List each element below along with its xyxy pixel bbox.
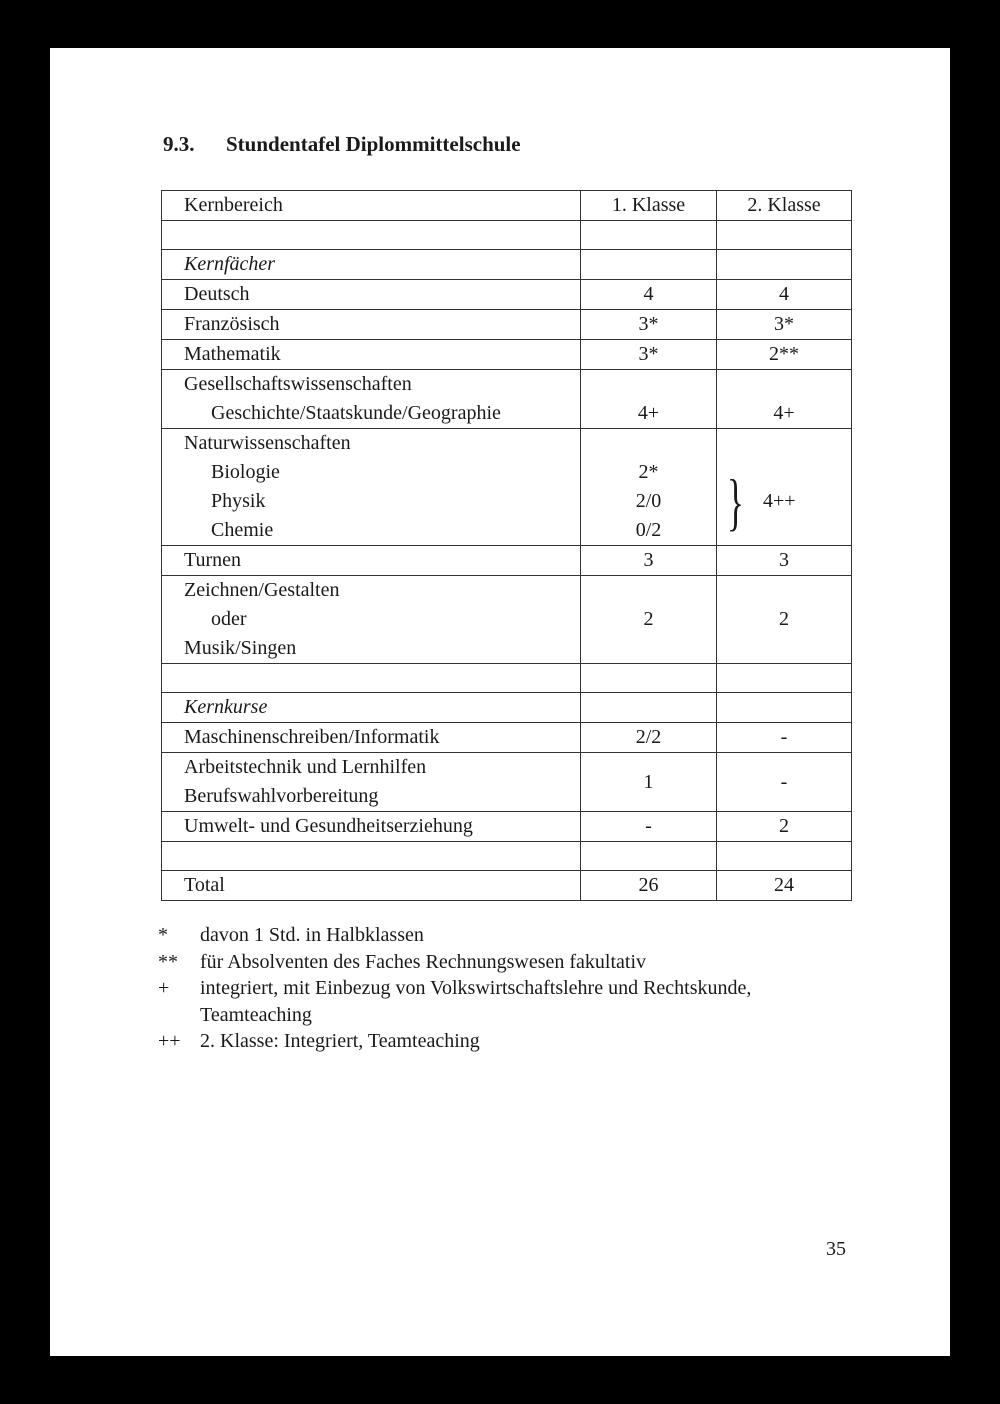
total-klasse-2: 24 [717, 871, 852, 901]
brace-symbol: } [727, 466, 744, 537]
subject-group-title: Naturwissenschaften [184, 432, 351, 454]
subject-label: Turnen [162, 546, 581, 576]
subject-sub: Chemie [211, 519, 274, 541]
footnote-text: 2. Klasse: Integriert, Teamteaching [200, 1030, 480, 1052]
footnote-text: integriert, mit Einbezug von Volkswirtschaftslehre und Rechtskunde, Teamteaching [200, 977, 752, 1026]
subject-label [162, 753, 581, 812]
subject-label: Mathematik [162, 340, 581, 370]
section-row-kernkurse [162, 693, 852, 723]
subject-sub: Geschichte/Staatskunde/Geographie [211, 402, 501, 424]
hours-klasse-1 [581, 429, 717, 546]
hours-klasse-2: 4 [717, 280, 852, 310]
subject-sub: Biologie [211, 461, 280, 483]
hours-klasse-1: 2 [581, 576, 717, 664]
hours-klasse-2: - [717, 753, 852, 812]
hours-klasse-2 [717, 429, 852, 546]
table-row-arbeit [162, 753, 852, 812]
hours-klasse-1: - [581, 812, 717, 842]
empty-row [162, 664, 852, 693]
hours-value: 2* [638, 461, 659, 483]
timetable [161, 190, 852, 901]
subject-line: Zeichnen/Gestalten [184, 579, 340, 601]
hours-value: 2/0 [635, 490, 662, 512]
hours-klasse-1: 3 [581, 546, 717, 576]
subject-line: oder [211, 608, 247, 630]
footnote-symbol: ** [158, 950, 178, 973]
footnotes [158, 922, 840, 1055]
hours-klasse-1: 2/2 [581, 723, 717, 753]
hours-klasse-1: 1 [581, 753, 717, 812]
total-klasse-1: 26 [581, 871, 717, 901]
header-klasse-1: 1. Klasse [581, 191, 717, 221]
document-page [50, 48, 950, 1356]
table-row-zeichnen [162, 576, 852, 664]
subject-label: Französisch [162, 310, 581, 340]
footnote-text: für Absolventen des Faches Rechnungswesen fakultativ [200, 950, 647, 973]
table-header-row [162, 191, 852, 221]
hours-klasse-1: 3* [581, 340, 717, 370]
table-row-gesellschaft [162, 370, 852, 429]
subject-sub: Physik [211, 490, 266, 512]
hours-value: 4++ [763, 490, 796, 512]
table-row-deutsch [162, 280, 852, 310]
table-row-franzoesisch [162, 310, 852, 340]
section-label-kernkurse: Kernkurse [162, 693, 581, 723]
footnote [158, 922, 840, 949]
section-number: 9.3. [163, 132, 195, 156]
header-kernbereich: Kernbereich [162, 191, 581, 221]
hours-klasse-2: 3* [717, 310, 852, 340]
footnote-symbol: + [158, 977, 170, 999]
subject-label: Umwelt- und Gesundheitserziehung [162, 812, 581, 842]
total-label: Total [162, 871, 581, 901]
hours-klasse-2: 2 [717, 576, 852, 664]
header-klasse-2: 2. Klasse [717, 191, 852, 221]
hours-klasse-2: - [717, 723, 852, 753]
hours-value: 0/2 [635, 519, 662, 541]
hours-klasse-1: 4 [581, 280, 717, 310]
section-row-kernfaecher [162, 250, 852, 280]
footnote-symbol: ++ [158, 1030, 181, 1052]
subject-group-title: Gesellschaftswissenschaften [184, 373, 412, 395]
table-row-mathematik [162, 340, 852, 370]
hours-klasse-1: 4+ [581, 370, 717, 429]
footnote [158, 1028, 840, 1055]
subject-line: Musik/Singen [184, 637, 297, 659]
subject-label [162, 370, 581, 429]
table-row-umwelt [162, 812, 852, 842]
section-label-kernfaecher: Kernfächer [162, 250, 581, 280]
hours-klasse-2: 3 [717, 546, 852, 576]
section-title: Stundentafel Diplommittelschule [226, 132, 521, 156]
hours-klasse-2: 2** [717, 340, 852, 370]
empty-row [162, 221, 852, 250]
hours-klasse-2: 4+ [717, 370, 852, 429]
subject-label [162, 576, 581, 664]
subject-label [162, 429, 581, 546]
footnote-symbol: * [158, 924, 168, 946]
table-row-turnen [162, 546, 852, 576]
subject-label: Deutsch [162, 280, 581, 310]
subject-line: Arbeitstechnik und Lernhilfen [184, 756, 427, 778]
footnote [158, 949, 840, 976]
empty-row [162, 842, 852, 871]
subject-line: Berufswahlvorbereitung [184, 785, 379, 807]
footnote [158, 975, 840, 1028]
subject-label: Maschinenschreiben/Informatik [162, 723, 581, 753]
footnote-text: davon 1 Std. in Halbklassen [200, 924, 424, 946]
hours-klasse-1: 3* [581, 310, 717, 340]
table-row-total [162, 871, 852, 901]
section-heading [163, 132, 521, 157]
hours-klasse-2: 2 [717, 812, 852, 842]
page-number: 35 [826, 1238, 846, 1260]
table-row-maschinen [162, 723, 852, 753]
table-row-natur [162, 429, 852, 546]
